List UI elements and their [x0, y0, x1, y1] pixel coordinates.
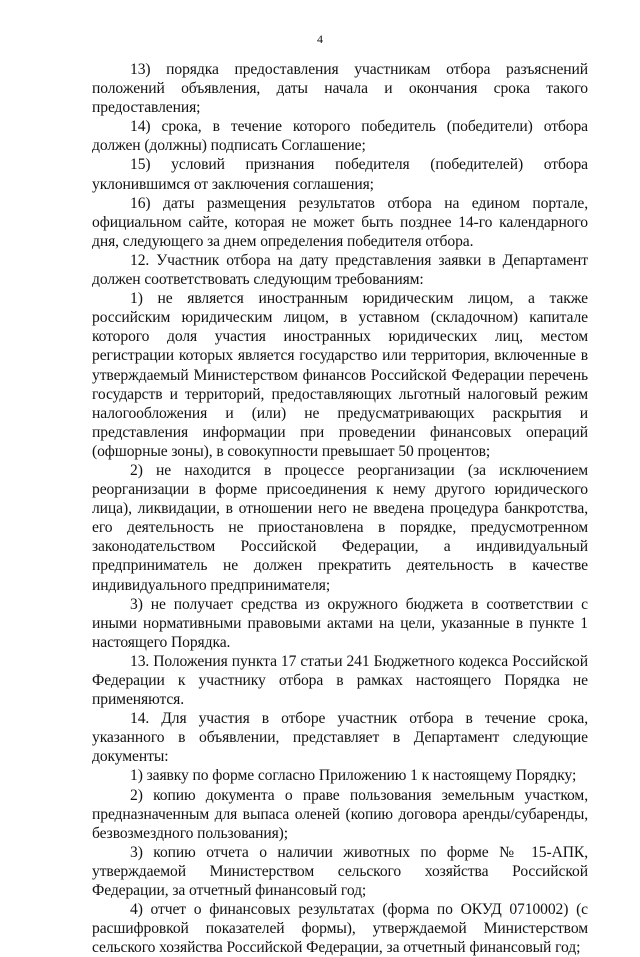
paragraph: 3) не получает средства из окружного бюджета в соответствии с иными нормативными правовыми актами на цели, указанные в пункте 1 настоящего Порядка.	[92, 595, 588, 651]
paragraph: 16) даты размещения результатов отбора на едином портале, официальном сайте, которая не может быть позднее 14-го календарного дня, следующего за днем определения победителя отбора.	[92, 194, 588, 250]
paragraph: 2) не находится в процессе реорганизации (за исключением реорганизации в форме присоединения к нему другого юридического лица), ликвидации, в отношении него не введена процедура банкротства, его деятельность не приостановлена в порядке, предусмотренном законодательством Российской Федерации, а индивидуальный предприниматель не должен прекратить деятельность в качестве индивидуального предпринимателя;	[92, 461, 588, 594]
paragraph: 4) отчет о финансовых результатах (форма по ОКУД 0710002) (с расшифровкой показателей формы), утверждаемой Министерством сельского хозяйства Российской Федерации, за отчетный финансовый год;	[92, 901, 588, 957]
paragraph: 13. Положения пункта 17 статьи 241 Бюджетного кодекса Российской Федерации к участнику отбора в рамках настоящего Порядка не применяются.	[92, 652, 588, 709]
page-number: 4	[317, 32, 323, 46]
paragraph: 3) копию отчета о наличии животных по форме № 15-АПК, утверждаемой Министерством сельского хозяйства Российской Федерации, за отчетный финансовый год;	[92, 843, 588, 900]
paragraph: 14) срока, в течение которого победитель (победители) отбора должен (должны) подписать Соглашение;	[92, 118, 588, 155]
paragraph: 14. Для участия в отборе участник отбора в течение срока, указанного в объявлении, представляет в Департамент следующие документы:	[92, 710, 588, 766]
paragraph: 15) условий признания победителя (победителей) отбора уклонившимся от заключения соглашения;	[92, 156, 588, 193]
paragraph: 1) заявку по форме согласно Приложению 1 к настоящему Порядку;	[130, 767, 577, 785]
paragraph: 2) копию документа о праве пользования земельным участком, предназначенным для выпаса оленей (копию договора аренды/субаренды, безвозмездного пользования);	[92, 786, 588, 842]
paragraph: 1) не является иностранным юридическим лицом, а также российским юридическим лицом, в уставном (складочном) капитале которого доля участия иностранных юридических лиц, местом регистрации которых является государство или территория, включенные в утверждаемый Министерством финансов Российской Федерации перечень государств и территорий, предоставляющих льготный налоговый режим налогообложения и (или) не предусматривающих раскрытия и представления информации при проведении финансовых операций (офшорные зоны), в совокупности превышает 50 процентов;	[92, 290, 588, 460]
document-body	[92, 60, 588, 957]
paragraph: 12. Участник отбора на дату представления заявки в Департамент должен соответствовать следующим требованиям:	[92, 251, 588, 289]
paragraph: 13) порядка предоставления участникам отбора разъяснений положений объявления, даты начала и окончания срока такого предоставления;	[92, 61, 588, 117]
